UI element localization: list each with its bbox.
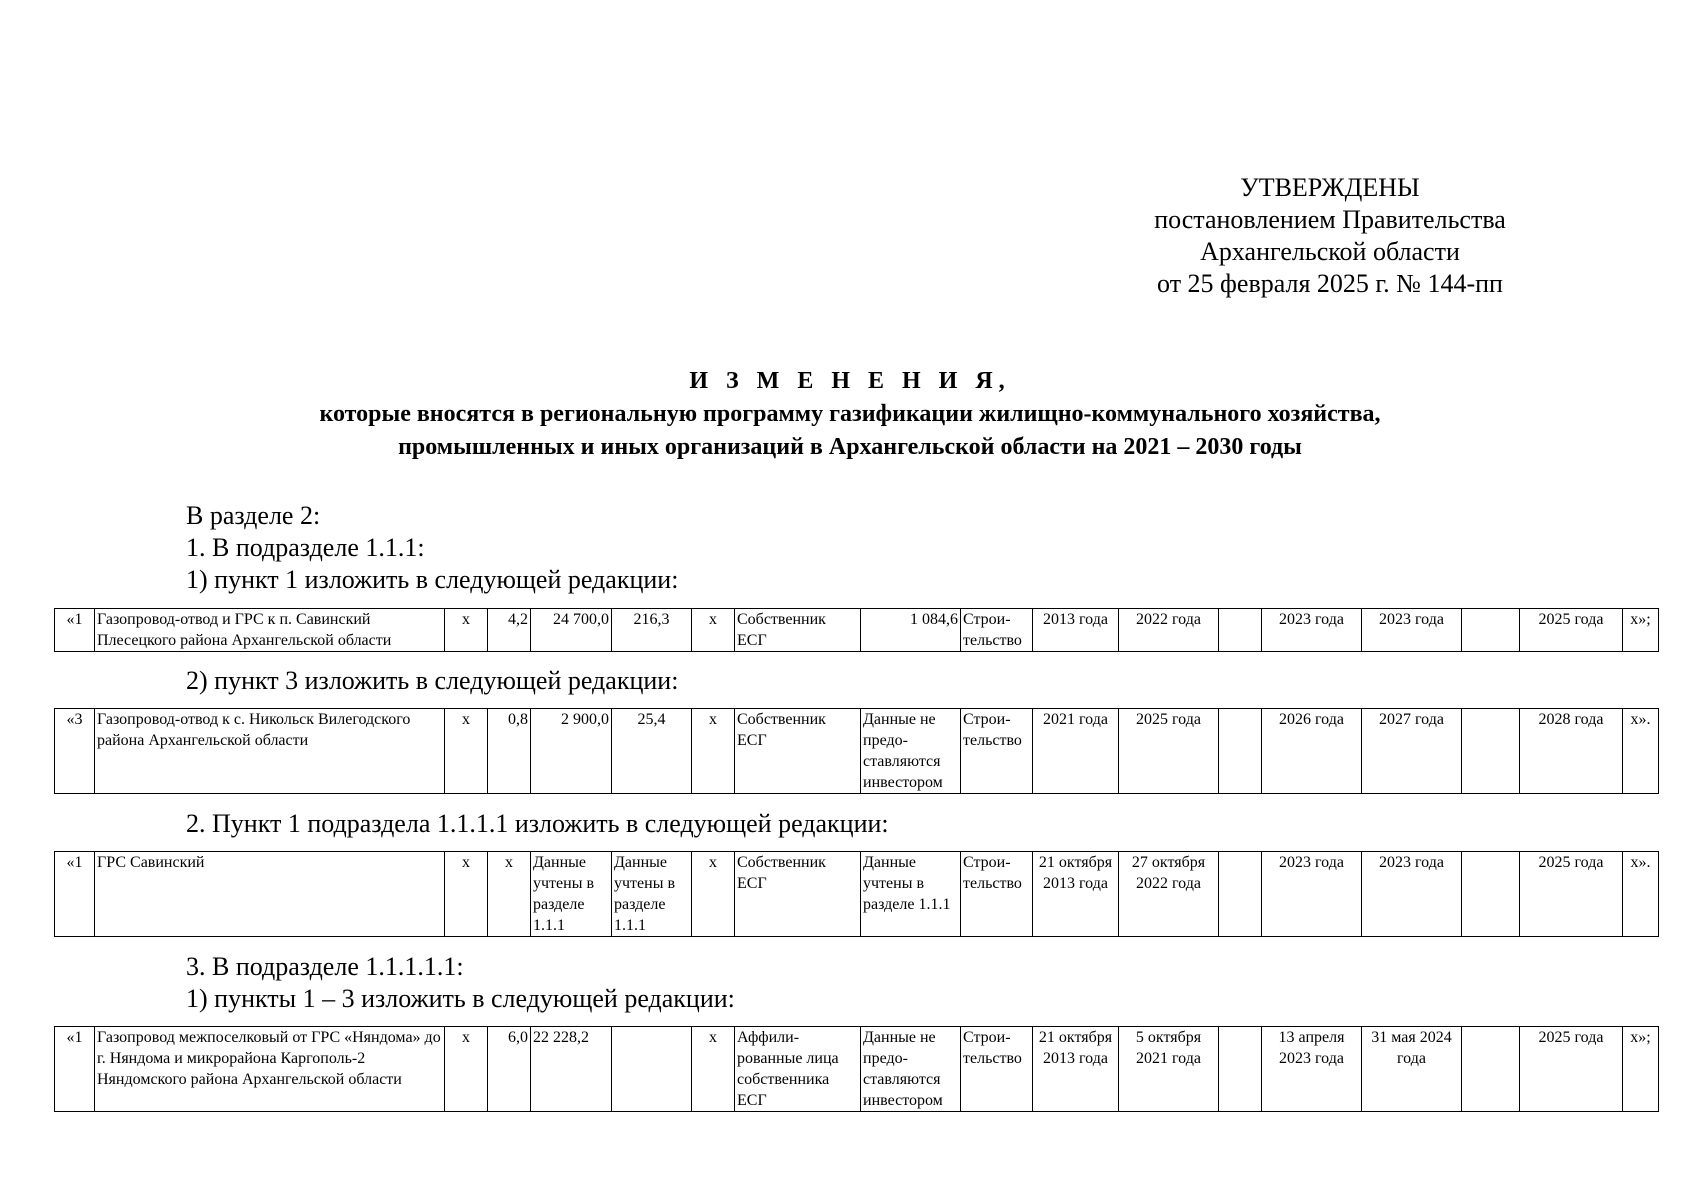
cell-object-name: Газопровод-отвод и ГРС к п. Савинский Плесецкого района Архангельской области [95, 609, 445, 652]
cell-empty [612, 1027, 692, 1112]
cell-date: 21 октября 2013 года [1033, 1027, 1119, 1112]
cell-date: 13 апреля 2023 года [1262, 1027, 1362, 1112]
paragraph-item-3: 2. Пункт 1 подраздела 1.1.1.1 изложить в следующей редакции: [186, 809, 889, 838]
cell-value: Данные учтены в разделе 1.1.1 [612, 852, 692, 937]
cell-value: х [445, 1027, 488, 1112]
cell-value: 25,4 [612, 709, 692, 794]
approval-date-line: от 25 февраля 2025 г. № 144-пп [1157, 269, 1503, 298]
cell-date: 2022 года [1119, 609, 1219, 652]
cell-date: 2023 года [1262, 852, 1362, 937]
approval-region-line: Архангельской области [1200, 237, 1460, 266]
record-table-4 [54, 1026, 1659, 1112]
cell-end-mark: х»; [1623, 1027, 1659, 1112]
cell-value: х [445, 852, 488, 937]
cell-value: Данные учтены в разделе 1.1.1 [531, 852, 612, 937]
cell-number: «3 [55, 709, 95, 794]
cell-value: х [445, 709, 488, 794]
approval-by-line: постановлением Правительства [1154, 205, 1506, 234]
cell-value: х [488, 852, 531, 937]
cell-value: 6,0 [488, 1027, 531, 1112]
cell-empty [1462, 709, 1520, 794]
cell-date: 27 октября 2022 года [1119, 852, 1219, 937]
cell-empty [1219, 609, 1262, 652]
cell-date: 2025 года [1520, 1027, 1623, 1112]
cell-value: 24 700,0 [531, 609, 612, 652]
table-row [55, 852, 1659, 937]
cell-empty [1462, 1027, 1520, 1112]
table-row [55, 609, 1659, 652]
table-row [55, 709, 1659, 794]
cell-work-type: Строи-тельство [961, 852, 1033, 937]
cell-object-name: Газопровод межпоселковый от ГРС «Няндома» до г. Няндома и микрорайона Каргополь-2 Няндомского района Архангельской области [95, 1027, 445, 1112]
cell-number: «1 [55, 852, 95, 937]
paragraph-item-4: 1) пункты 1 – 3 изложить в следующей редакции: [186, 984, 735, 1013]
cell-investor: Собственник ЕСГ [735, 609, 861, 652]
cell-value: х [692, 852, 735, 937]
cell-work-type: Строи-тельство [961, 709, 1033, 794]
cell-number: «1 [55, 1027, 95, 1112]
cell-work-type: Строи-тельство [961, 609, 1033, 652]
cell-date: 2025 года [1119, 709, 1219, 794]
cell-object-name: ГРС Савинский [95, 852, 445, 937]
cell-date: 21 октября 2013 года [1033, 852, 1119, 937]
cell-date: 2013 года [1033, 609, 1119, 652]
cell-value: х [692, 709, 735, 794]
cell-empty [1219, 1027, 1262, 1112]
cell-date: 2025 года [1520, 852, 1623, 937]
cell-date: 2021 года [1033, 709, 1119, 794]
cell-date: 2025 года [1520, 609, 1623, 652]
cell-investor: Аффили-рованные лица собственника ЕСГ [735, 1027, 861, 1112]
table-row [55, 1027, 1659, 1112]
cell-value: 0,8 [488, 709, 531, 794]
cell-date: 2027 года [1362, 709, 1462, 794]
cell-value: х [692, 1027, 735, 1112]
cell-investor: Собственник ЕСГ [735, 709, 861, 794]
paragraph-subsection-2: 3. В подразделе 1.1.1.1.1: [186, 952, 464, 981]
cell-number: «1 [55, 609, 95, 652]
cell-date: 2023 года [1362, 609, 1462, 652]
record-table-3 [54, 851, 1659, 937]
cell-value: 2 900,0 [531, 709, 612, 794]
cell-investor: Собственник ЕСГ [735, 852, 861, 937]
cell-value: 22 228,2 [531, 1027, 612, 1112]
cell-value: х [445, 609, 488, 652]
cell-value: 1 084,6 [861, 609, 961, 652]
document-heading [100, 365, 1600, 464]
paragraph-item-1: 1) пункт 1 изложить в следующей редакции: [186, 565, 679, 594]
cell-date: 2028 года [1520, 709, 1623, 794]
cell-object-name: Газопровод-отвод к с. Никольск Вилегодского района Архангельской области [95, 709, 445, 794]
cell-end-mark: х». [1623, 709, 1659, 794]
record-table-1 [54, 608, 1659, 652]
cell-end-mark: х». [1623, 852, 1659, 937]
cell-value: Данные не предо-ставляются инвестором [861, 709, 961, 794]
cell-date: 31 мая 2024 года [1362, 1027, 1462, 1112]
paragraph-item-2: 2) пункт 3 изложить в следующей редакции: [186, 666, 679, 695]
cell-value: 4,2 [488, 609, 531, 652]
cell-value: х [692, 609, 735, 652]
cell-value: Данные учтены в разделе 1.1.1 [861, 852, 961, 937]
paragraph-subsection: 1. В подразделе 1.1.1: [186, 533, 425, 562]
record-table-2 [54, 708, 1659, 794]
cell-empty [1462, 852, 1520, 937]
cell-value: 216,3 [612, 609, 692, 652]
document-title: И З М Е Н Е Н И Я, [689, 368, 1011, 394]
document-subtitle-line1: которые вносятся в региональную программу газификации жилищно-коммунального хозяйства, [319, 401, 1381, 427]
cell-date: 2023 года [1262, 609, 1362, 652]
document-subtitle-line2: промышленных и иных организаций в Архангельской области на 2021 – 2030 годы [398, 434, 1302, 460]
approval-title: УТВЕРЖДЕНЫ [1240, 173, 1420, 202]
cell-date: 2026 года [1262, 709, 1362, 794]
cell-date: 2023 года [1362, 852, 1462, 937]
cell-empty [1219, 852, 1262, 937]
cell-end-mark: х»; [1623, 609, 1659, 652]
cell-value: Данные не предо-ставляются инвестором [861, 1027, 961, 1112]
cell-empty [1462, 609, 1520, 652]
cell-date: 5 октября 2021 года [1119, 1027, 1219, 1112]
approval-block [1125, 172, 1535, 300]
cell-work-type: Строи-тельство [961, 1027, 1033, 1112]
paragraph-section: В разделе 2: [186, 501, 321, 530]
cell-empty [1219, 709, 1262, 794]
